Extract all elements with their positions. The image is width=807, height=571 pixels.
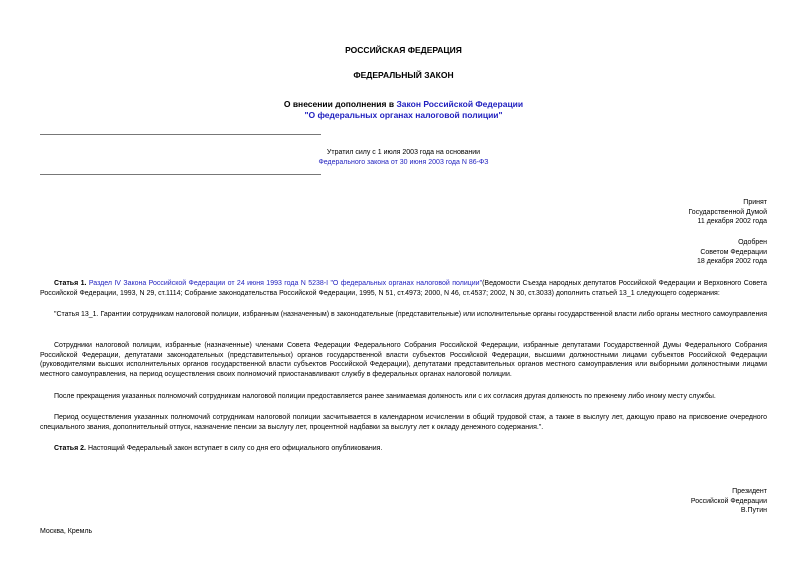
subject-line2-link[interactable]: "О федеральных органах налоговой полиции" [304,110,503,120]
subject-prefix: О внесении дополнения в [283,99,397,109]
document-type-heading: ФЕДЕРАЛЬНЫЙ ЗАКОН [353,70,454,80]
divider-bottom [40,174,321,175]
divider-top [40,134,321,135]
article-2-text: Настоящий Федеральный закон вступает в силу со дня его официального опубликования. [87,445,383,452]
signature-title: Президент [732,488,767,495]
signature-name: В.Путин [740,507,767,514]
article-1-intro [40,279,767,298]
article-1-text: (Ведомости Съезда народных депутатов Российской Федерации и Верховного Совета Российской Федерации, 1993, N 29, ст.1114; Собрание законодательства Российской Федерации, 1995, N 51, ст.4973; 2000, N 46, ст.4537; 2002, N 30, ст.3033) дополнить статьей 13_1 следующего содержания: [40,280,767,297]
adopted-label: Принят [743,199,767,206]
article-13-1-paragraph-1: Сотрудники налоговой полиции, избранные (назначенные) членами Совета Федерации Федерального Собрания Российской Федерации, избранные депутатами Государственной Думы Федерального Собрания Российской Федерации, депутатами законодательных (представительных) органов государственной власти субъектов Российской Федерации, высшими должностными лицами субъектов Российской Федерации (руководителями высших исполнительных органов государственной власти субъектов Российской Федерации), депутатами представительных органов местного самоуправления или выборными должностными лицами местного самоуправления, на период осуществления своих полномочий приостанавливают службу в федеральных органах налоговой полиции. [40,342,767,378]
approved-by: Советом Федерации [700,248,767,256]
article-13-1-paragraph-2: После прекращения указанных полномочий сотрудникам налоговой полиции предоставляется ранее занимаемая должность или с их согласия другая должность по прежнему либо иному месту службы. [54,393,716,400]
article-2-label: Статья 2. [54,445,86,452]
status-line: Утратил силу с 1 июля 2003 года на основании [326,149,481,156]
repeal-law-link[interactable]: Федерального закона от 30 июня 2003 года N 86-ФЗ [318,159,489,166]
subject-law-link[interactable]: Закон Российской Федерации [396,99,524,109]
adopted-block [688,198,767,227]
place-of-signing: Москва, Кремль [40,528,93,535]
article-1-label: Статья 1. [54,280,87,287]
country-heading: РОССИЙСКАЯ ФЕДЕРАЦИЯ [345,45,462,55]
signature-block [691,487,767,516]
article-13-1-paragraph-3: Период осуществления указанных полномочий сотрудникам налоговой полиции засчитывается в календарном исчислении в общий трудовой стаж, а также в выслугу лет, дающую право на присвоение очередного специального звания, дополнительный отпуск, назначение пенсии за выслугу лет, процентной надбавки за выслугу лет к окладу денежного содержания.". [40,414,767,431]
document-subject-line1 [0,100,807,110]
approved-block [697,238,767,267]
article-13-1-heading: "Статья 13_1. Гарантии сотрудникам налоговой полиции, избранным (назначенным) в законодательные (представительные) или исполнительные органы государственной власти либо органы местного самоуправления [54,311,768,318]
article-2 [40,444,767,454]
article-1-law-link[interactable]: Раздел IV Закона Российской Федерации от 24 июня 1993 года N 5238-I "О федеральных органах налоговой полиции" [88,280,483,287]
adopted-date: 11 декабря 2002 года [697,218,767,225]
approved-date: 18 декабря 2002 года [696,258,767,265]
adopted-by: Государственной Думой [688,208,767,216]
signature-country: Российской Федерации [690,497,767,505]
approved-label: Одобрен [738,239,767,246]
